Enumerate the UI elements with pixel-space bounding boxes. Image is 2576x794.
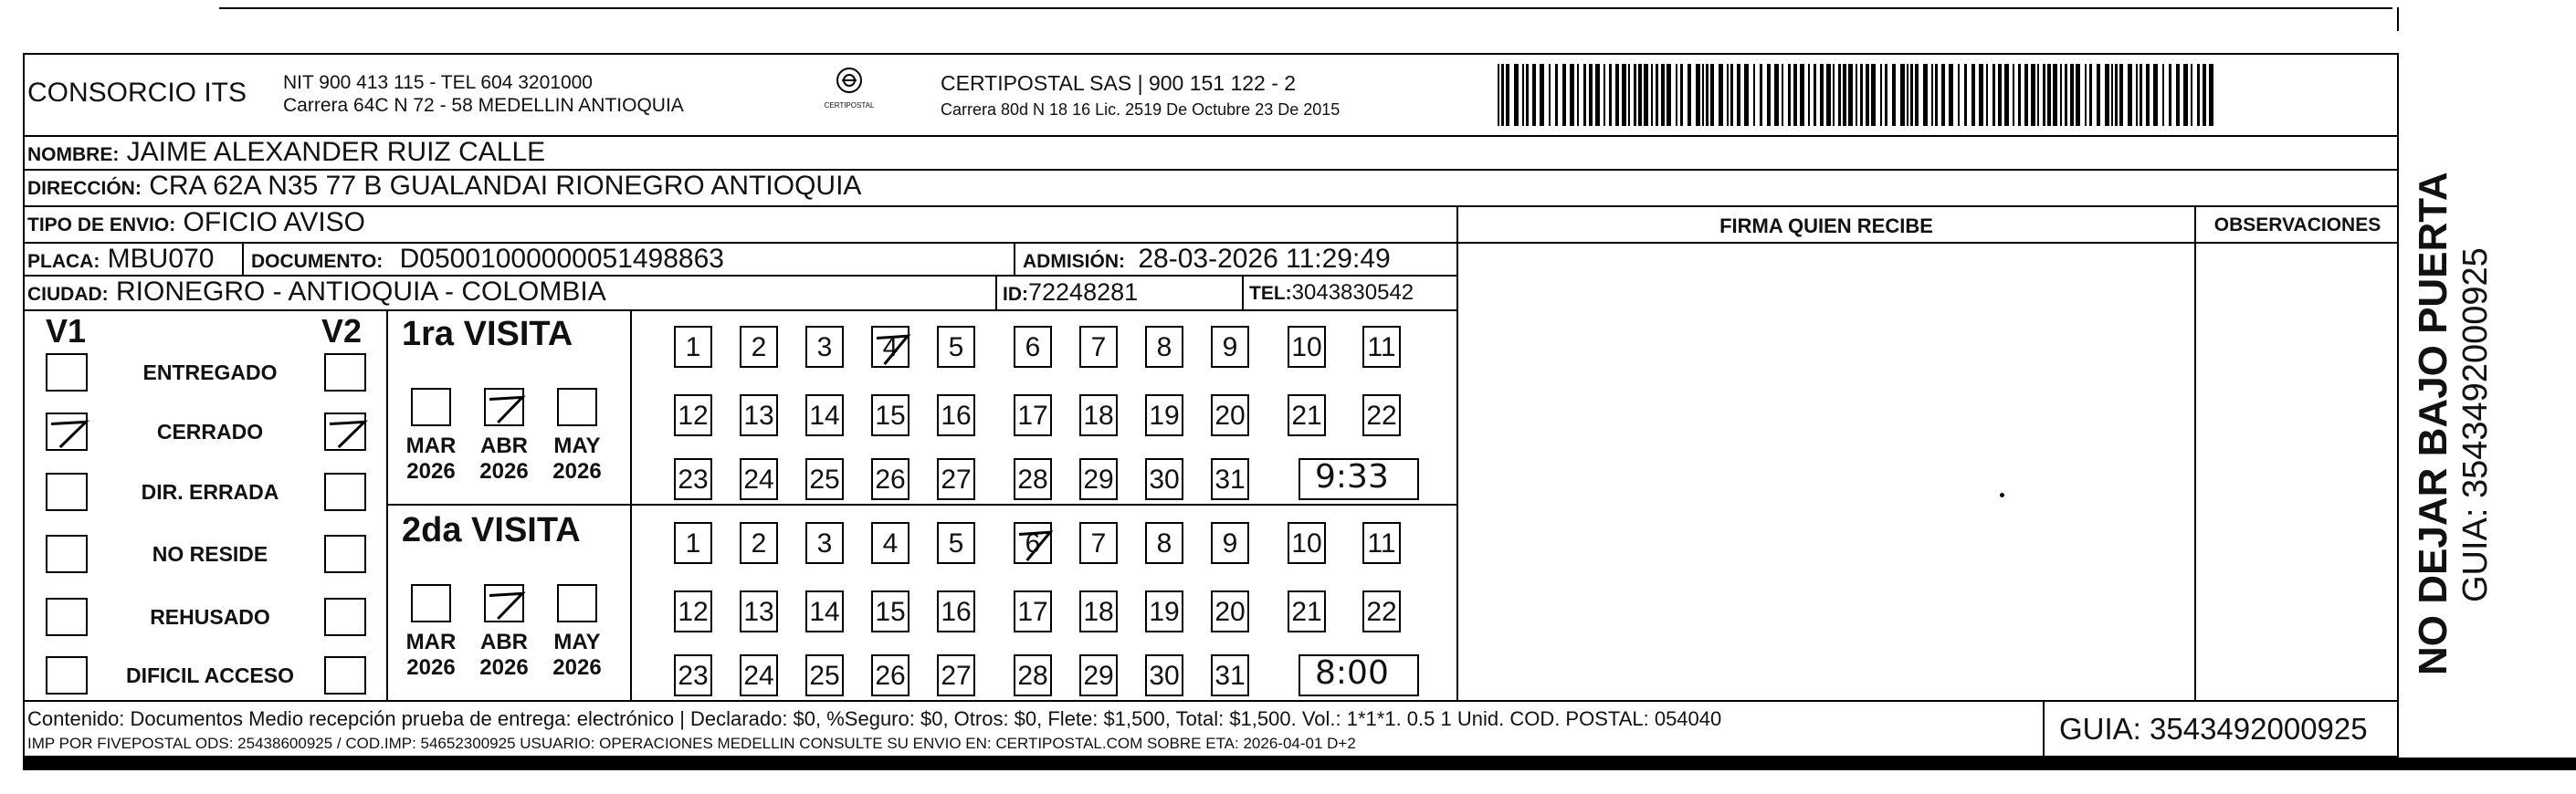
documento-row bbox=[251, 244, 724, 275]
placa-value: MBU070 bbox=[107, 244, 215, 274]
bottom-band bbox=[23, 757, 2576, 770]
v2-checkbox bbox=[324, 535, 366, 573]
day-box: 30 bbox=[1145, 458, 1183, 500]
tipo-value: OFICIO AVISO bbox=[183, 207, 366, 237]
day-box: 18 bbox=[1079, 394, 1118, 436]
rule-visit-split bbox=[386, 504, 1456, 506]
v2-checkbox bbox=[324, 656, 366, 695]
v1-checkbox bbox=[46, 473, 88, 511]
company-name: CONSORCIO ITS bbox=[27, 78, 247, 108]
day-box: 30 bbox=[1145, 654, 1183, 696]
company-address: Carrera 64C N 72 - 58 MEDELLIN ANTIOQUIA bbox=[283, 95, 684, 116]
day-box: 29 bbox=[1079, 654, 1118, 696]
month-checkbox bbox=[411, 388, 451, 426]
time-handwritten: 8:00 bbox=[1315, 654, 1389, 692]
month-label bbox=[399, 434, 463, 485]
day-box: 4 bbox=[871, 522, 909, 564]
tipo-row bbox=[27, 207, 365, 238]
observaciones-header: OBSERVACIONES bbox=[2213, 214, 2381, 235]
day-box: 28 bbox=[1014, 654, 1052, 696]
month-year: 2026 bbox=[552, 459, 602, 484]
month-year: 2026 bbox=[406, 459, 456, 484]
status-label: DIR. ERRADA bbox=[141, 480, 279, 504]
month-checkbox bbox=[411, 584, 451, 622]
tel-row bbox=[1249, 280, 1414, 306]
v1-header: V1 bbox=[46, 312, 87, 350]
day-box: 6 bbox=[1014, 326, 1052, 368]
id-row bbox=[1003, 278, 1138, 307]
day-box: 28 bbox=[1014, 458, 1052, 500]
carrier-name: CERTIPOSTAL SAS | 900 151 122 - 2 bbox=[941, 71, 1297, 95]
day-box: 20 bbox=[1211, 394, 1249, 436]
admision-value: 28-03-2026 11:29:49 bbox=[1138, 244, 1391, 274]
documento-label: DOCUMENTO: bbox=[251, 251, 384, 272]
day-box: 18 bbox=[1079, 590, 1118, 632]
day-box: 8 bbox=[1145, 326, 1183, 368]
day-box: 3 bbox=[805, 326, 844, 368]
status-label: REHUSADO bbox=[150, 605, 270, 629]
day-box: 23 bbox=[674, 654, 712, 696]
month-year: 2026 bbox=[406, 655, 456, 680]
day-box: 19 bbox=[1145, 590, 1183, 632]
footer-guia: GUIA: 3543492000925 bbox=[2059, 712, 2368, 746]
certipostal-logo bbox=[822, 66, 877, 117]
day-box: 13 bbox=[740, 590, 778, 632]
day-box: 7 bbox=[1079, 326, 1118, 368]
status-label: NO RESIDE bbox=[152, 542, 268, 566]
day-box: 21 bbox=[1288, 394, 1326, 436]
day-box: 24 bbox=[740, 654, 778, 696]
day-box: 1 bbox=[674, 326, 712, 368]
month-label bbox=[545, 630, 609, 681]
day-box: 31 bbox=[1211, 458, 1249, 500]
nombre-label: NOMBRE: bbox=[27, 144, 120, 165]
check-mark-icon bbox=[326, 414, 368, 453]
day-box: 15 bbox=[871, 590, 909, 632]
day-box: 8 bbox=[1145, 522, 1183, 564]
status-label: CERRADO bbox=[156, 420, 264, 444]
admision-label: ADMISIÓN: bbox=[1023, 251, 1125, 272]
month-name: MAY bbox=[553, 434, 601, 458]
day-box: 11 bbox=[1362, 522, 1401, 564]
footer-print-line: IMP POR FIVEPOSTAL ODS: 25438600925 / COD.IMP: 54652300925 USUARIO: OPERACIONES MEDELLIN CONSULTE SU ENVIO EN: CERTIPOSTAL.COM SOBRE ETA: 2026-04-01 D+2 bbox=[27, 735, 1356, 752]
side-guia: GUIA: 3543492000925 bbox=[2456, 247, 2495, 602]
ciudad-label: CIUDAD: bbox=[27, 284, 109, 305]
v1-checkbox bbox=[46, 413, 88, 451]
top-rule bbox=[219, 7, 2392, 9]
day-box: 25 bbox=[805, 458, 844, 500]
rule-direccion bbox=[23, 205, 2399, 207]
month-checkbox bbox=[484, 584, 524, 622]
day-box: 27 bbox=[937, 458, 975, 500]
ciudad-row bbox=[27, 277, 606, 308]
v2-checkbox bbox=[324, 598, 366, 636]
check-mark-icon bbox=[873, 328, 911, 370]
day-box: 13 bbox=[740, 394, 778, 436]
tipo-label: TIPO DE ENVIO: bbox=[27, 214, 176, 235]
admision-row bbox=[1023, 244, 1391, 275]
month-label bbox=[399, 630, 463, 681]
status-label: ENTREGADO bbox=[142, 360, 278, 384]
day-box: 26 bbox=[871, 654, 909, 696]
ciudad-value: RIONEGRO - ANTIOQUIA - COLOMBIA bbox=[116, 277, 606, 307]
day-box: 14 bbox=[805, 394, 844, 436]
v2-checkbox bbox=[324, 353, 366, 392]
footer-content-line: Contenido: Documentos Medio recepción prueba de entrega: electrónico | Declarado: $0, %Seguro: $0, Otros: $0, Flete: $1,500, Total: $1,500. Vol.: 1*1*1. 0.5 1 Unid. COD. POSTAL: 054040 bbox=[27, 707, 1722, 730]
v1-checkbox bbox=[46, 598, 88, 636]
day-box: 25 bbox=[805, 654, 844, 696]
direccion-value: CRA 62A N35 77 B GUALANDAI RIONEGRO ANTIOQUIA bbox=[149, 171, 862, 201]
day-box: 14 bbox=[805, 590, 844, 632]
month-label bbox=[545, 434, 609, 485]
day-box: 17 bbox=[1014, 394, 1052, 436]
placa-row bbox=[27, 244, 214, 275]
day-box: 9 bbox=[1211, 522, 1249, 564]
day-box: 17 bbox=[1014, 590, 1052, 632]
day-box: 2 bbox=[740, 326, 778, 368]
day-box: 16 bbox=[937, 590, 975, 632]
tel-value: 3043830542 bbox=[1291, 280, 1414, 305]
rule-tel-sep bbox=[1242, 275, 1244, 309]
day-box: 22 bbox=[1362, 394, 1401, 436]
month-checkbox bbox=[557, 584, 597, 622]
v2-checkbox bbox=[324, 473, 366, 511]
day-box: 12 bbox=[674, 394, 712, 436]
rule-id-sep bbox=[995, 275, 997, 309]
status-label: DIFICIL ACCESO bbox=[125, 663, 294, 687]
day-box: 19 bbox=[1145, 394, 1183, 436]
month-name: MAR bbox=[405, 434, 457, 458]
time-handwritten: 9:33 bbox=[1315, 458, 1389, 496]
day-box: 11 bbox=[1362, 326, 1401, 368]
day-box: 24 bbox=[740, 458, 778, 500]
rule-columns-header bbox=[1456, 242, 2399, 244]
day-box: 29 bbox=[1079, 458, 1118, 500]
day-box: 21 bbox=[1288, 590, 1326, 632]
month-label bbox=[472, 630, 536, 681]
rule-firma-left bbox=[1456, 205, 1458, 700]
firma-header: FIRMA QUIEN RECIBE bbox=[1719, 214, 1933, 237]
day-box: 9 bbox=[1211, 326, 1249, 368]
v2-checkbox bbox=[324, 413, 366, 451]
carrier-address: Carrera 80d N 18 16 Lic. 2519 De Octubre 23 De 2015 bbox=[941, 100, 1341, 119]
visit-title: 2da VISITA bbox=[402, 511, 581, 549]
day-box: 26 bbox=[871, 458, 909, 500]
check-mark-icon bbox=[1015, 524, 1054, 566]
rule-admision-sep bbox=[1014, 242, 1015, 275]
day-box: 10 bbox=[1288, 326, 1326, 368]
month-name: ABR bbox=[480, 434, 528, 458]
month-year: 2026 bbox=[479, 655, 529, 680]
rule-obs-left bbox=[2194, 205, 2196, 700]
month-year: 2026 bbox=[552, 655, 602, 680]
id-value: 72248281 bbox=[1028, 278, 1139, 306]
day-box: 5 bbox=[937, 326, 975, 368]
check-mark-icon bbox=[486, 390, 526, 428]
nombre-row bbox=[27, 137, 545, 168]
side-warning: NO DEJAR BAJO PUERTA bbox=[2411, 172, 2455, 675]
rule-placa-sep bbox=[242, 242, 244, 275]
day-box: 1 bbox=[674, 522, 712, 564]
month-checkbox bbox=[557, 388, 597, 426]
day-box: 3 bbox=[805, 522, 844, 564]
day-box: 10 bbox=[1288, 522, 1326, 564]
tel-label: TEL: bbox=[1249, 283, 1292, 304]
month-name: MAY bbox=[553, 630, 601, 654]
rule-footer-guia bbox=[2043, 700, 2045, 757]
id-label: ID: bbox=[1003, 284, 1028, 305]
day-box: 27 bbox=[937, 654, 975, 696]
day-box: 16 bbox=[937, 394, 975, 436]
check-mark-icon bbox=[47, 414, 89, 453]
logo-text: CERTIPOSTAL bbox=[824, 101, 875, 110]
check-mark-icon bbox=[486, 586, 526, 624]
month-label bbox=[472, 434, 536, 485]
v1-checkbox bbox=[46, 656, 88, 695]
logo-icon bbox=[831, 66, 867, 97]
barcode bbox=[1498, 64, 2219, 126]
day-box: 7 bbox=[1079, 522, 1118, 564]
placa-label: PLACA: bbox=[27, 251, 100, 272]
rule-ciudad bbox=[23, 309, 1456, 311]
day-box: 23 bbox=[674, 458, 712, 500]
visit-title: 1ra VISITA bbox=[402, 315, 573, 353]
month-year: 2026 bbox=[479, 459, 529, 484]
v1-checkbox bbox=[46, 535, 88, 573]
direccion-label: DIRECCIÓN: bbox=[27, 178, 142, 199]
month-checkbox bbox=[484, 388, 524, 426]
day-box: 31 bbox=[1211, 654, 1249, 696]
day-box: 4 bbox=[871, 326, 909, 368]
day-box: 12 bbox=[674, 590, 712, 632]
ink-dot bbox=[2000, 493, 2004, 497]
top-tick bbox=[2397, 7, 2399, 31]
month-name: ABR bbox=[480, 630, 528, 654]
direccion-row bbox=[27, 171, 861, 202]
nombre-value: JAIME ALEXANDER RUIZ CALLE bbox=[126, 137, 546, 167]
day-box: 20 bbox=[1211, 590, 1249, 632]
v2-header: V2 bbox=[321, 312, 363, 350]
day-box: 5 bbox=[937, 522, 975, 564]
v1-checkbox bbox=[46, 353, 88, 392]
company-nit: NIT 900 413 115 - TEL 604 3201000 bbox=[283, 72, 593, 93]
documento-value: D05001000000051498863 bbox=[399, 244, 724, 274]
month-name: MAR bbox=[405, 630, 457, 654]
day-box: 2 bbox=[740, 522, 778, 564]
day-box: 15 bbox=[871, 394, 909, 436]
day-box: 6 bbox=[1014, 522, 1052, 564]
day-box: 22 bbox=[1362, 590, 1401, 632]
